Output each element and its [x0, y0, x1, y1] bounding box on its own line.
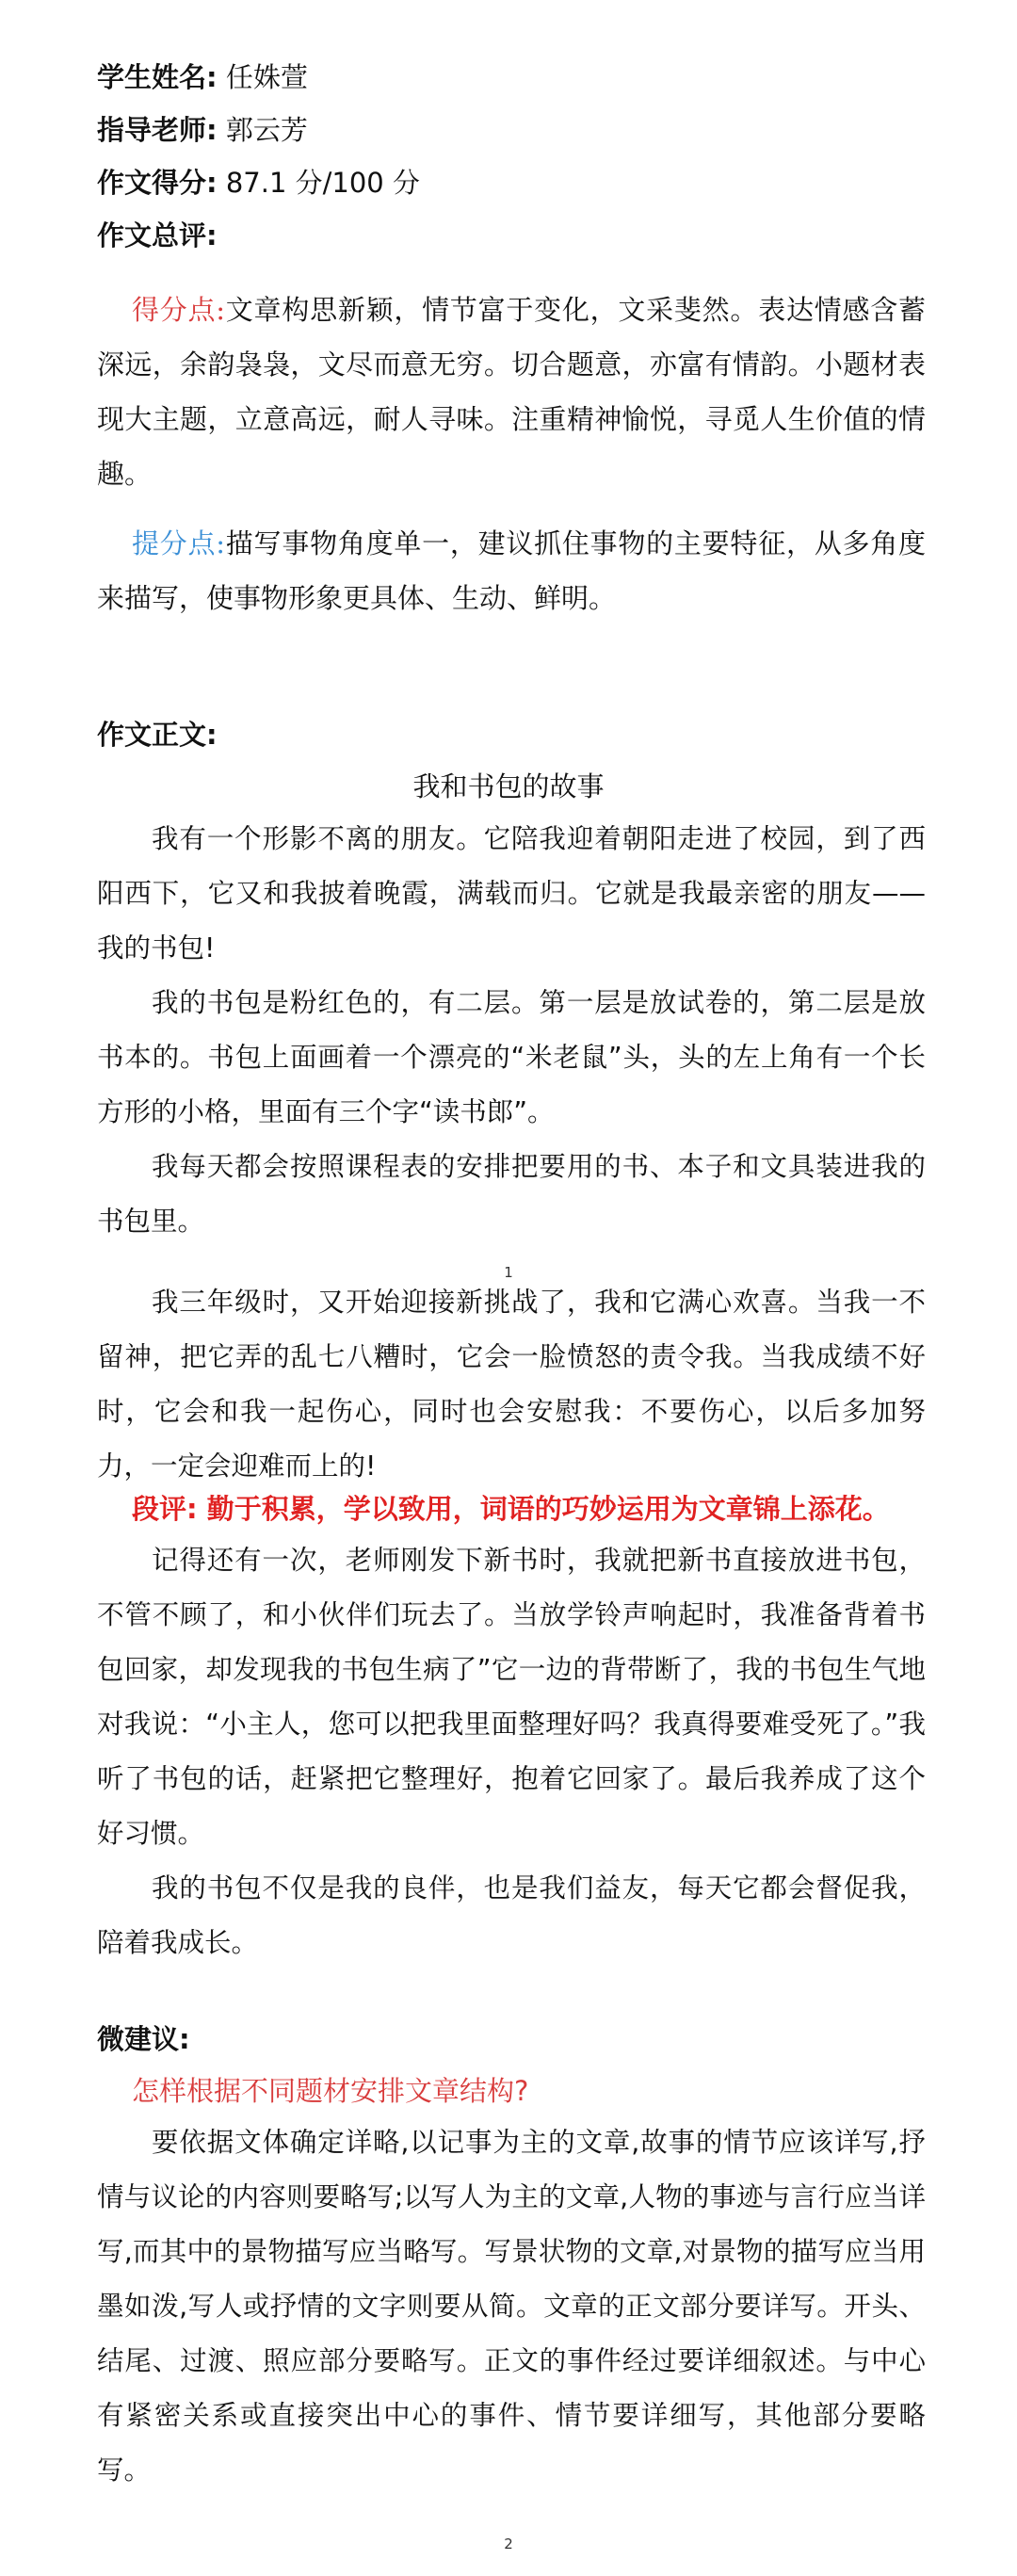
overall-review-label: 作文总评:	[97, 219, 218, 251]
teacher-row	[97, 111, 308, 149]
essay-paragraph-6: 我的书包不仅是我的良伴，也是我们益友，每天它都会督促我，陪着我成长。	[97, 1872, 926, 1958]
advice-heading: 微建议:	[97, 2023, 190, 2055]
teacher-label: 指导老师:	[97, 114, 218, 146]
essay-heading: 作文正文:	[97, 719, 218, 751]
student-name-label: 学生姓名:	[97, 61, 218, 93]
student-name-row	[97, 58, 308, 96]
essay-paragraph-2: 我的书包是粉红色的，有二层。第一层是放试卷的，第二层是放书本的。书包上面画着一个漂亮的“米老鼠”头，头的左上角有一个长方形的小格，里面有三个字“读书郎”。	[97, 987, 926, 1127]
strengths-label: 得分点:	[132, 294, 226, 326]
student-name-value: 任姝萱	[225, 61, 308, 93]
essay-paragraph-3: 我每天都会按照课程表的安排把要用的书、本子和文具装进我的书包里。	[97, 1151, 926, 1237]
advice-paragraph: 要依据文体确定详略,以记事为主的文章,故事的情节应该详写,抒情与议论的内容则要略写;以写人为主的文章,人物的事迹与言行应当详写,而其中的景物描写应当略写。写景状物的文章,对景物的描写应当用墨如泼,写人或抒情的文字则要从简。文章的正文部分要详写。开头、结尾、过渡、照应部分要略写。正文的事件经过要详细叙述。与中心有紧密关系或直接突出中心的事件、情节要详细写，其他部分要略写。	[97, 2127, 926, 2486]
improve-paragraph	[97, 516, 926, 625]
essay-title: 我和书包的故事	[412, 770, 605, 802]
overall-review-heading	[97, 217, 218, 254]
strengths-text: 文章构思新颖，情节富于变化，文采斐然。表达情感含蓄深远，余韵袅袅，文尽而意无穷。切合题意，亦富有情韵。小题材表现大主题，立意高远，耐人寻味。注重精神愉悦，寻觅人生价值的情趣。	[97, 294, 926, 490]
page-number-1: 1	[504, 1264, 513, 1281]
essay-paragraph-1: 我有一个形影不离的朋友。它陪我迎着朝阳走进了校园，到了西阳西下，它又和我披着晚霞，满载而归。它就是我最亲密的朋友——我的书包!	[97, 823, 926, 964]
teacher-value: 郭云芳	[225, 114, 308, 146]
score-label: 作文得分:	[97, 167, 218, 199]
score-value: 87.1 分/100 分	[225, 167, 420, 199]
paragraph-comment-text: 勤于积累，学以致用，词语的巧妙运用为文章锦上添花。	[206, 1493, 890, 1525]
improve-text: 描写事物角度单一，建议抓住事物的主要特征，从多角度来描写，使事物形象更具体、生动、鲜明。	[97, 527, 926, 614]
improve-label: 提分点:	[132, 527, 226, 559]
page-number-2: 2	[504, 2535, 513, 2552]
paragraph-comment-label: 段评:	[132, 1493, 198, 1525]
essay-paragraph-5: 记得还有一次，老师刚发下新书时，我就把新书直接放进书包，不管不顾了，和小伙伴们玩去了。当放学铃声响起时，我准备背着书包回家，却发现我的书包生病了”它一边的背带断了，我的书包生气地对我说：“小主人，您可以把我里面整理好吗？我真得要难受死了。”我听了书包的话，赶紧把它整理好，抱着它回家了。最后我养成了这个好习惯。	[97, 1545, 926, 1849]
paragraph-comment	[132, 1490, 890, 1528]
score-row	[97, 164, 420, 202]
advice-subheading: 怎样根据不同题材安排文章结构?	[132, 2075, 529, 2107]
strengths-paragraph	[97, 283, 926, 501]
essay-paragraph-4: 我三年级时，又开始迎接新挑战了，我和它满心欢喜。当我一不留神，把它弄的乱七八糟时，它会一脸愤怒的责令我。当我成绩不好时，它会和我一起伤心，同时也会安慰我：不要伤心，以后多加努力，一定会迎难而上的!	[97, 1287, 926, 1482]
